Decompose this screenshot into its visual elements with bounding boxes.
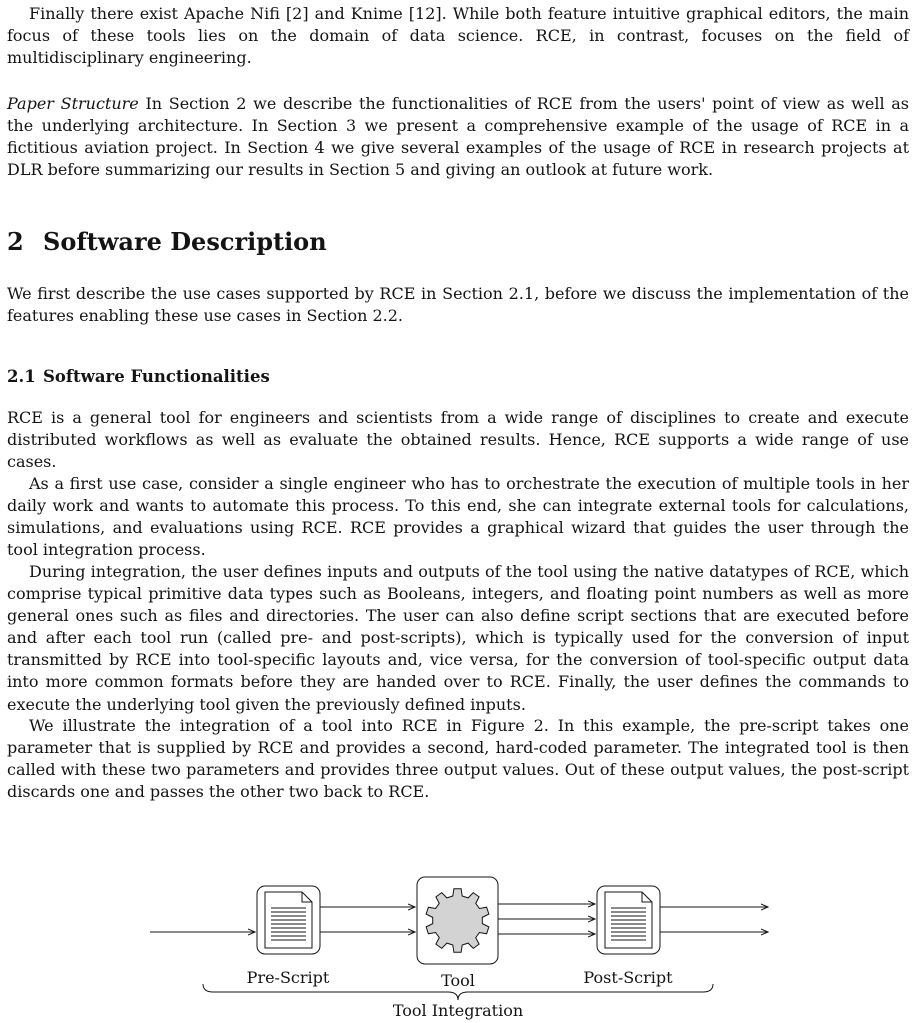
post-script-label: Post-Script: [583, 968, 673, 987]
section-title: Software Description: [43, 227, 327, 256]
subsection-title: Software Functionalities: [43, 367, 270, 386]
tool-box: [417, 877, 498, 964]
section-intro-paragraph: We first describe the use cases supported by RCE in Section 2.1, before we discuss the implementation of the features enabling these use cases in Section 2.2.: [7, 284, 909, 326]
body-paragraph-2: As a first use case, consider a single engineer who has to orchestrate the execution of multiple tools in her daily work and wants to automate this process. To this end, she can integrate external tools for calculations, simulations, and evaluations using RCE. RCE provides a graphical wizard that guides the user through the tool integration process.: [7, 474, 909, 560]
paper-structure-paragraph: [7, 93, 909, 181]
section-number: 2: [7, 227, 24, 256]
paper-structure-text: In Section 2 we describe the functionalities of RCE from the users' point of view as well as the underlying architecture. In Section 3 we present a comprehensive example of the usage of RCE in a fictitious aviation project. In Section 4 we give several examples of the usage of RCE in research projects at DLR before summarizing our results in Section 5 and giving an outlook at future work.: [7, 94, 910, 180]
subsection-number: 2.1: [7, 367, 36, 386]
body-paragraph-1: RCE is a general tool for engineers and scientists from a wide range of disciplines to create and execute distributed workflows as well as evaluate the obtained results. Hence, RCE supports a wide range of use cases.: [7, 408, 909, 472]
intro-paragraph: Finally there exist Apache Nifi [2] and Knime [12]. While both feature intuitive graphical editors, the main focus of these tools lies on the domain of data science. RCE, in contrast, focuses on the field of multidisciplinary engineering.: [7, 4, 909, 68]
subsection-heading: [7, 366, 270, 388]
tool-label: Tool: [441, 971, 475, 990]
section-heading: [7, 227, 327, 257]
document-icon: [265, 892, 312, 948]
paper-structure-label: Paper Structure: [7, 94, 139, 113]
post-script-box: [597, 886, 660, 954]
body-paragraph-4: We illustrate the integration of a tool into RCE in Figure 2. In this example, the pre-script takes one parameter that is supplied by RCE and provides a second, hard-coded parameter. The integrated tool is then called with these two parameters and provides three output values. Out of these output values, the post-script discards one and passes the other two back to RCE.: [7, 716, 909, 802]
document-icon: [605, 892, 652, 948]
tool-integration-label: Tool Integration: [392, 1001, 524, 1020]
pre-script-box: [257, 886, 320, 954]
body-paragraph-3: During integration, the user defines inputs and outputs of the tool using the native datatypes of RCE, which comprise typical primitive data types such as Booleans, integers, and floating point numbers as well as more general ones such as files and directories. The user can also define script sections that are executed before and after each tool run (called pre- and post-scripts), which is typically used for the conversion of input transmitted by RCE into tool-specific layouts and, vice versa, for the conversion of tool-specific output data into more common formats before they are handed over to RCE. Finally, the user defines the commands to execute the underlying tool given the previously defined inputs.: [7, 562, 909, 714]
pre-script-label: Pre-Script: [246, 968, 330, 987]
tool-integration-figure: [0, 870, 916, 1023]
